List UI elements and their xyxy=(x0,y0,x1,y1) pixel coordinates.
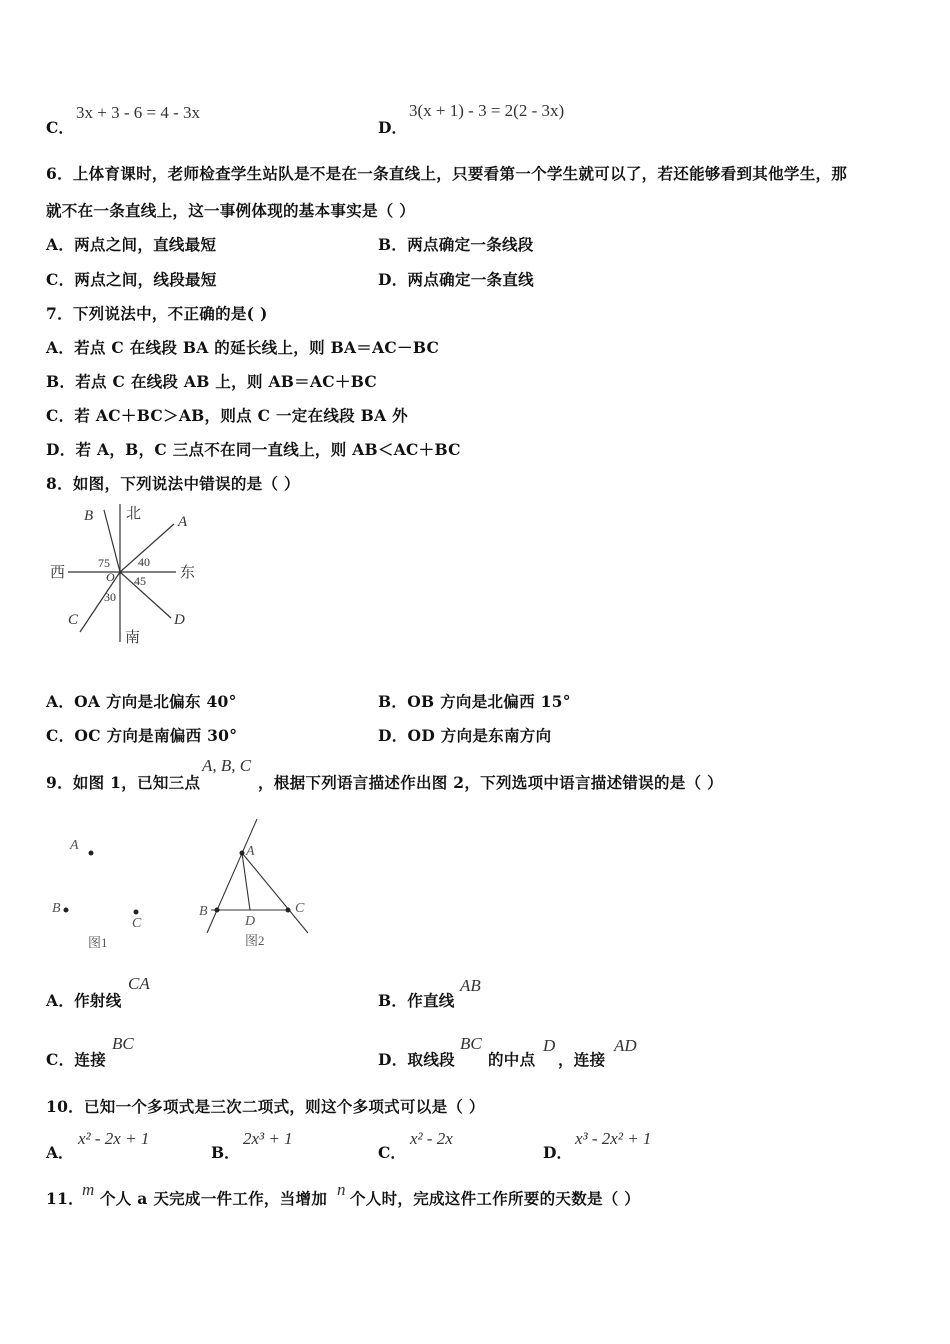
fig1-point-c xyxy=(134,910,139,915)
fig1-label-c: C xyxy=(132,916,142,931)
label-point-a: A xyxy=(178,514,188,530)
q9-option-d-math1: BC xyxy=(460,1034,482,1053)
q9-option-c-math: BC xyxy=(112,1034,134,1053)
q8-stem: 8．如图，下列说法中错误的是（ ） xyxy=(46,474,300,493)
q7-option-a: A．若点 C 在线段 BA 的延长线上，则 BA＝AC－BC xyxy=(46,338,440,357)
label-angle-30: 30 xyxy=(104,590,116,604)
q11-var-m: m xyxy=(82,1180,95,1199)
q10-option-d-label: D． xyxy=(543,1143,572,1162)
q5-option-c-label: C． xyxy=(46,118,74,137)
q8-option-a: A．OA 方向是北偏东 40° xyxy=(46,692,237,711)
q7-option-b: B．若点 C 在线段 AB 上，则 AB＝AC＋BC xyxy=(46,372,378,391)
q6-stem-line2: 就不在一条直线上，这一事例体现的基本事实是（ ） xyxy=(46,201,416,220)
q5-option-c-expr: 3x + 3 - 6 = 4 - 3x xyxy=(76,103,200,122)
fig2-caption: 图2 xyxy=(245,933,265,948)
fig2-label-b: B xyxy=(199,904,208,919)
q8-option-b: B．OB 方向是北偏西 15° xyxy=(378,692,571,711)
q9-option-d-label2: 的中点 xyxy=(488,1050,536,1069)
q11-var-n: n xyxy=(337,1180,346,1199)
q8-option-c: C．OC 方向是南偏西 30° xyxy=(46,726,238,745)
fig1-point-a xyxy=(89,851,94,856)
q6-option-c: C．两点之间，线段最短 xyxy=(46,270,217,289)
label-point-d: D xyxy=(174,612,185,628)
q11-text-part1: 个人 a 天完成一件工作，当增加 xyxy=(100,1189,328,1208)
q7-option-c: C．若 AC＋BC＞AB，则点 C 一定在线段 BA 外 xyxy=(46,406,408,425)
fig2-label-a: A xyxy=(246,844,255,859)
label-angle-45: 45 xyxy=(134,574,146,588)
q9-option-b-label: B．作直线 xyxy=(378,991,455,1010)
q5-option-d-expr: 3(x + 1) - 3 = 2(2 - 3x) xyxy=(409,101,565,120)
q9-stem-points: A, B, C xyxy=(202,756,252,775)
fig2-point-a xyxy=(240,851,245,856)
q9-option-a-label: A．作射线 xyxy=(46,991,122,1010)
q9-option-d-math3: AD xyxy=(614,1036,637,1055)
q9-option-b-math: AB xyxy=(460,976,481,995)
fig1-label-a: A xyxy=(70,838,79,853)
q6-stem-line1: 6．上体育课时，老师检查学生站队是不是在一条直线上，只要看第一个学生就可以了，若还能够看到其他学生，那 xyxy=(46,164,848,183)
q10-option-a-label: A． xyxy=(46,1143,74,1162)
fig1-point-b xyxy=(64,908,69,913)
label-point-c: C xyxy=(68,612,79,628)
fig1-caption: 图1 xyxy=(88,935,108,950)
fig2-label-c: C xyxy=(295,901,305,916)
q6-option-a: A．两点之间，直线最短 xyxy=(46,235,217,254)
q7-stem: 7．下列说法中，不正确的是( ) xyxy=(46,304,268,323)
q10-option-c-label: C． xyxy=(378,1143,406,1162)
q9-stem-suffix: ，根据下列语言描述作出图 2，下列选项中语言描述错误的是（ ） xyxy=(258,773,723,792)
q9-option-a-math: CA xyxy=(128,974,150,993)
q9-figure-1 xyxy=(46,815,176,955)
q10-option-c-expr: x² - 2x xyxy=(410,1129,453,1148)
q10-stem: 10．已知一个多项式是三次二项式，则这个多项式可以是（ ） xyxy=(46,1097,485,1116)
q11-text-part2: 个人时，完成这件工作所要的天数是（ ） xyxy=(350,1189,641,1208)
q10-option-b-expr: 2x³ + 1 xyxy=(243,1129,293,1148)
q10-option-d-expr: x³ - 2x² + 1 xyxy=(575,1129,652,1148)
q9-option-d-label3: ，连接 xyxy=(558,1050,606,1069)
fig2-label-d: D xyxy=(245,914,256,929)
q9-option-c-label: C．连接 xyxy=(46,1050,107,1069)
label-angle-40: 40 xyxy=(138,555,150,569)
q11-number: 11． xyxy=(46,1189,84,1208)
q9-stem-prefix: 9．如图 1，已知三点 xyxy=(46,773,201,792)
label-west: 西 xyxy=(50,565,66,581)
q9-option-d-math2: D xyxy=(543,1036,556,1055)
q7-option-d: D．若 A，B，C 三点不在同一直线上，则 AB＜AC＋BC xyxy=(46,440,461,459)
label-point-b: B xyxy=(84,508,94,524)
fig1-label-b: B xyxy=(52,901,61,916)
fig2-point-b xyxy=(215,908,220,913)
label-south: 南 xyxy=(125,630,141,646)
label-east: 东 xyxy=(180,565,196,581)
label-origin: O xyxy=(106,570,115,584)
q6-option-b: B．两点确定一条线段 xyxy=(378,235,534,254)
q8-compass-figure xyxy=(46,502,216,647)
q10-option-b-label: B． xyxy=(211,1143,240,1162)
q8-option-d: D．OD 方向是东南方向 xyxy=(378,726,552,745)
label-north: 北 xyxy=(126,506,142,522)
fig2-point-c xyxy=(286,908,291,913)
q10-option-a-expr: x² - 2x + 1 xyxy=(78,1129,150,1148)
q9-option-d-label1: D．取线段 xyxy=(378,1050,455,1069)
q6-option-d: D．两点确定一条直线 xyxy=(378,270,534,289)
label-angle-75: 75 xyxy=(98,556,110,570)
q9-figure-2 xyxy=(195,815,325,955)
q5-option-d-label: D． xyxy=(378,118,407,137)
